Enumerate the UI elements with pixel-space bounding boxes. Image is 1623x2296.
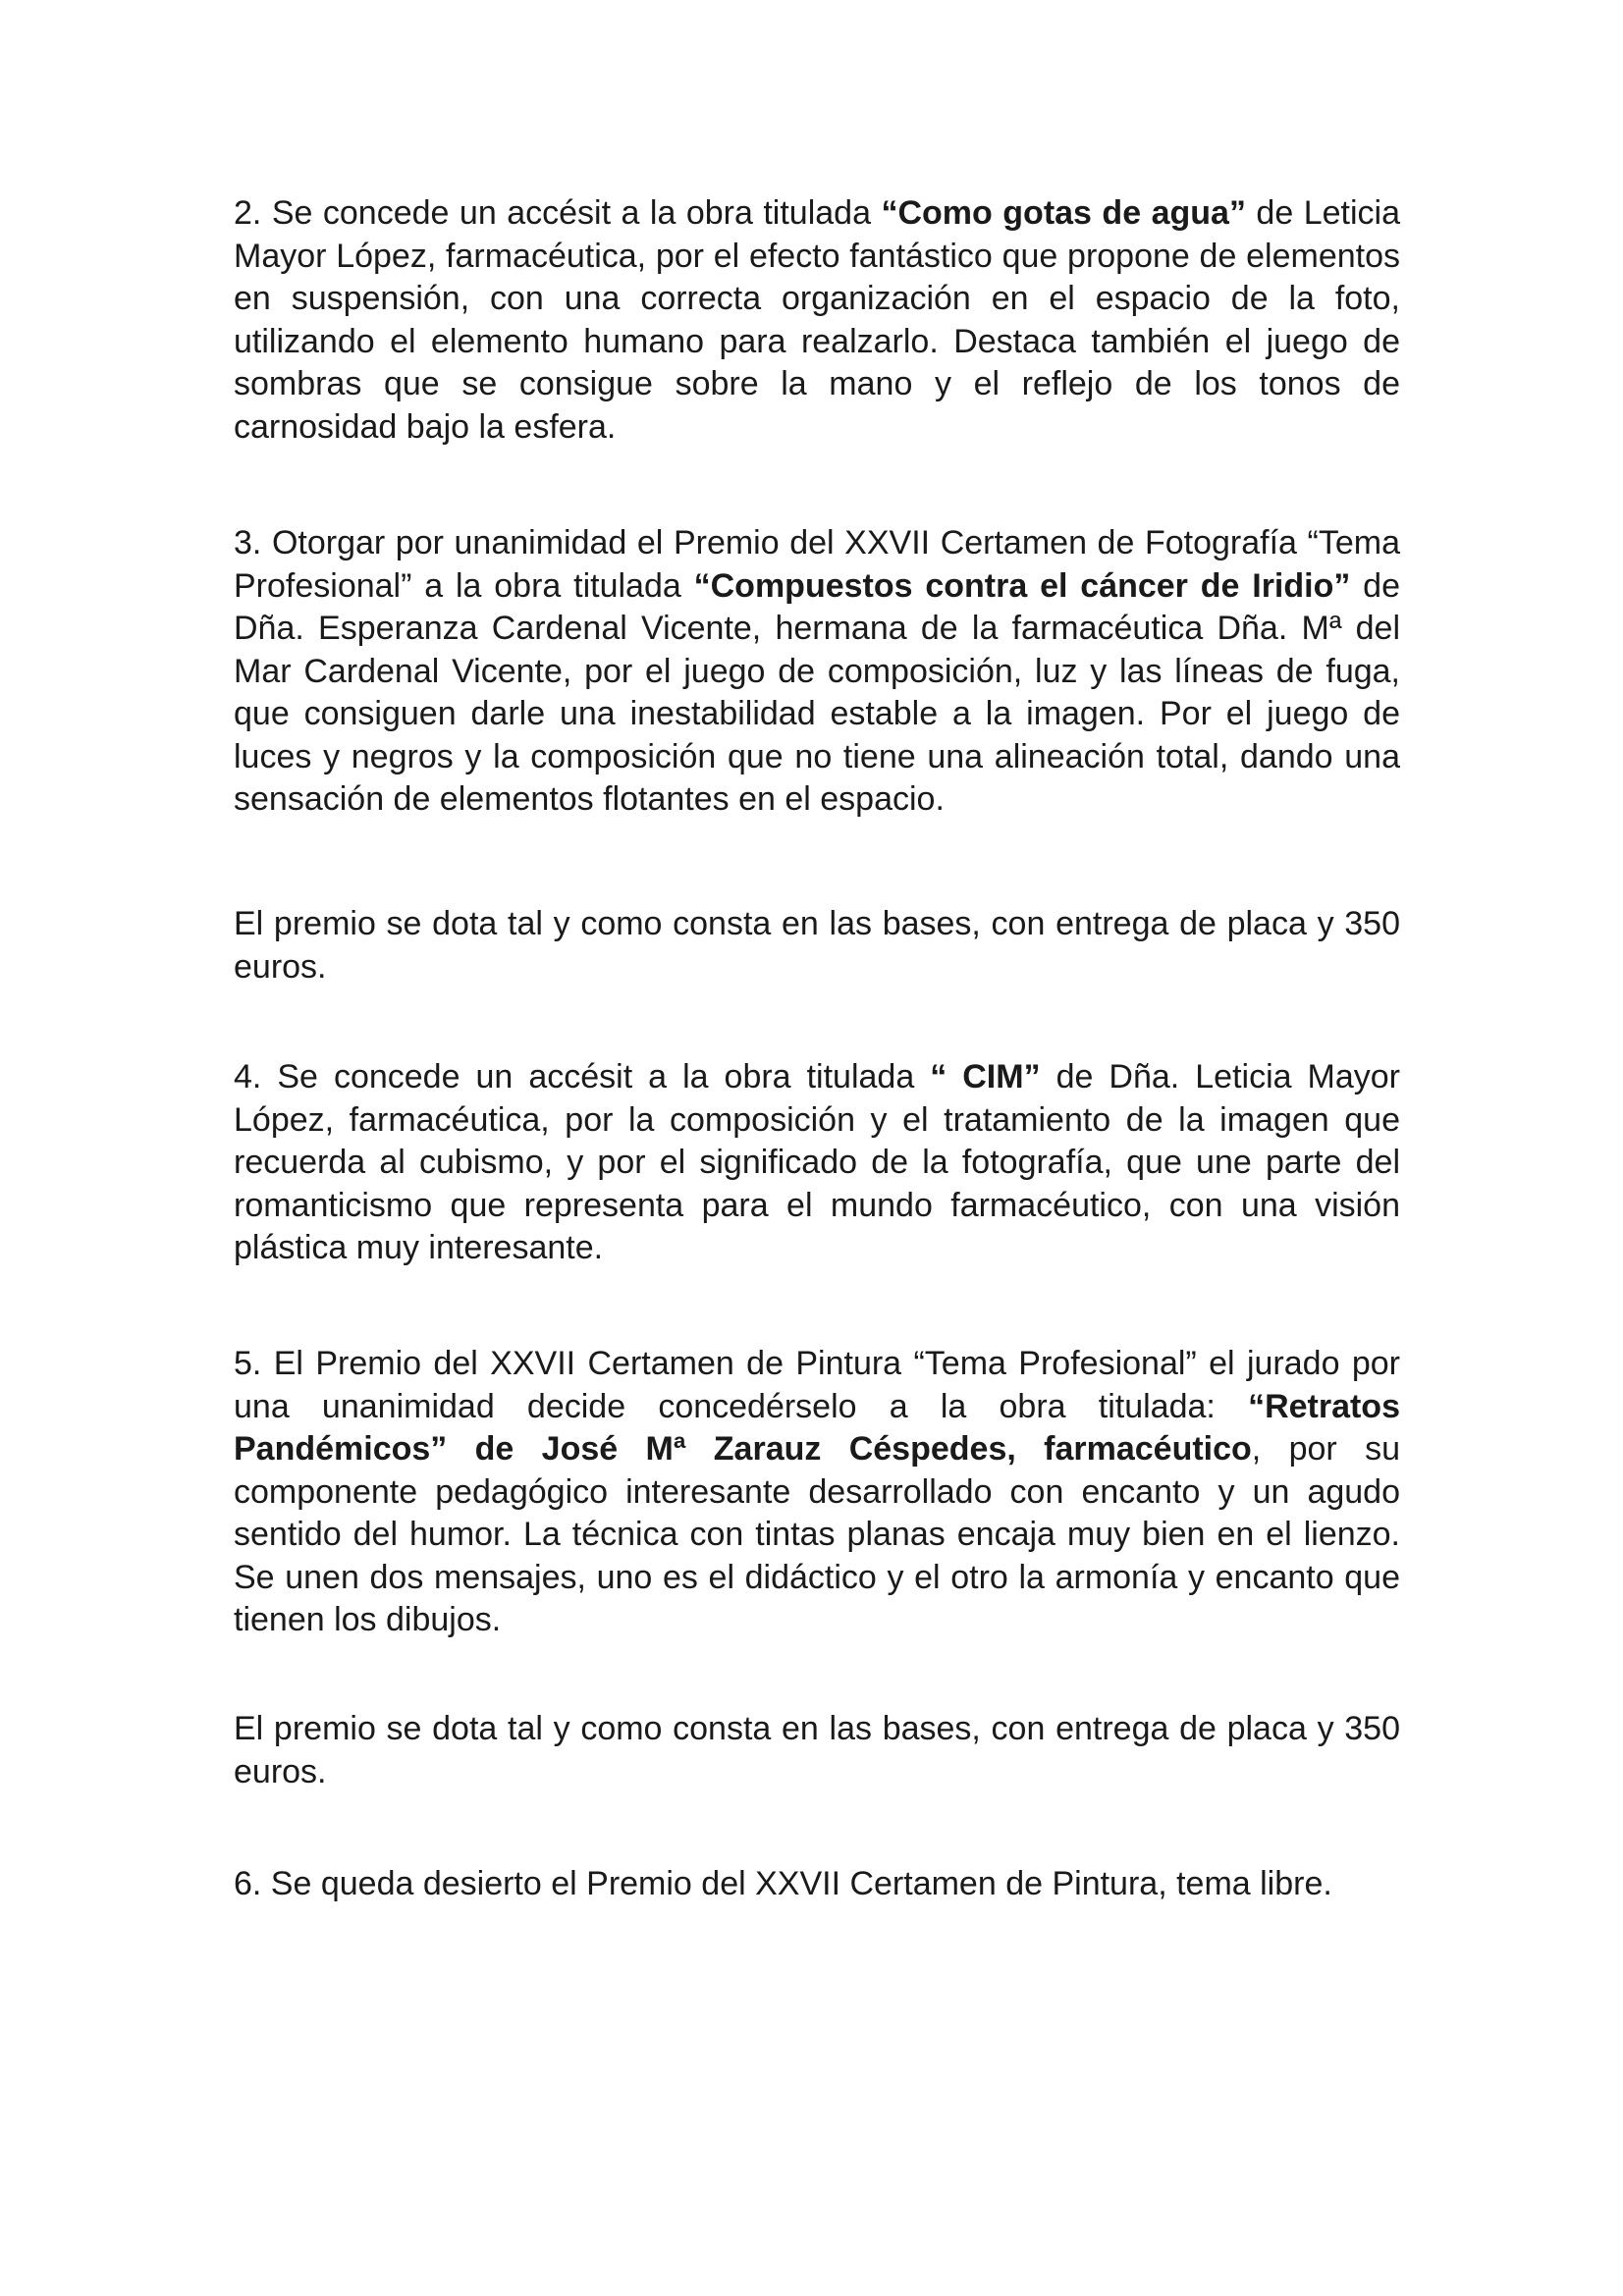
artwork-title: “Retratos Pandémicos” de José Mª Zarauz Céspedes, farmacéutico <box>234 1387 1400 1468</box>
artwork-title: “ CIM” <box>930 1058 1041 1095</box>
paragraph-body: de Leticia Mayor López, farmacéutica, por el efecto fantástico que propone de elementos en suspensión, con una correcta organización en el espacio de la foto, utilizando el elemento humano para realzarlo. Destaca también el juego de sombras que se consigue sobre la mano y el reflejo de los tonos de carnosidad bajo la esfera. <box>234 194 1401 446</box>
paragraph-premio-pintura-tema-profesional <box>234 1343 1400 1642</box>
paragraph-accesit-como-gotas-de-agua <box>234 192 1400 449</box>
paragraph-prize-details: El premio se dota tal y como consta en las bases, con entrega de placa y 350 euros. <box>234 905 1400 986</box>
artwork-title: “Compuestos contra el cáncer de Iridio” <box>693 566 1351 605</box>
paragraph-intro: 4. Se concede un accésit a la obra titulada <box>234 1058 931 1095</box>
paragraph-body: de Dña. Esperanza Cardenal Vicente, hermana de la farmacéutica Dña. Mª del Mar Cardenal Vicente, por el juego de composición, luz y las líneas de fuga, que consiguen darle una inestabilidad estable a la imagen. Por el juego de luces y negros y la composición que no tiene una alineación total, dando una sensación de elementos flotantes en el espacio. <box>234 566 1401 818</box>
paragraph-premio-fotografia <box>234 522 1400 822</box>
paragraph-premio-desierto: 6. Se queda desierto el Premio del XXVII Certamen de Pintura, tema libre. <box>234 1865 1332 1902</box>
paragraph-intro: 3. Otorgar por unanimidad el Premio del XXVII Certamen de Fotografía “Tema Profesional” a la obra titulada <box>234 524 1400 605</box>
paragraph-intro: 5. El Premio del XXVII Certamen de Pintura “Tema Profesional” el jurado por una unanimidad decide concedérselo a la obra titulada: <box>234 1345 1400 1425</box>
paragraph-prize-details: El premio se dota tal y como consta en las bases, con entrega de placa y 350 euros. <box>234 1710 1400 1790</box>
paragraph-body: , por su componente pedagógico interesante desarrollado con encanto y un agudo sentido del humor. La técnica con tintas planas encaja muy bien en el lienzo. Se unen dos mensajes, uno es el didáctico y el otro la armonía y encanto que tienen los dibujos. <box>234 1430 1400 1638</box>
paragraph-accesit-cim <box>234 1056 1400 1270</box>
paragraph-intro: 2. Se concede un accésit a la obra titulada <box>234 194 882 232</box>
paragraph-body: de Dña. Leticia Mayor López, farmacéutica, por la composición y el tratamiento de la imagen que recuerda al cubismo, y por el significado de la fotografía, que une parte del romanticismo que representa para el mundo farmacéutico, con una visión plástica muy interesante. <box>234 1058 1401 1266</box>
artwork-title: “Como gotas de agua” <box>881 194 1246 232</box>
